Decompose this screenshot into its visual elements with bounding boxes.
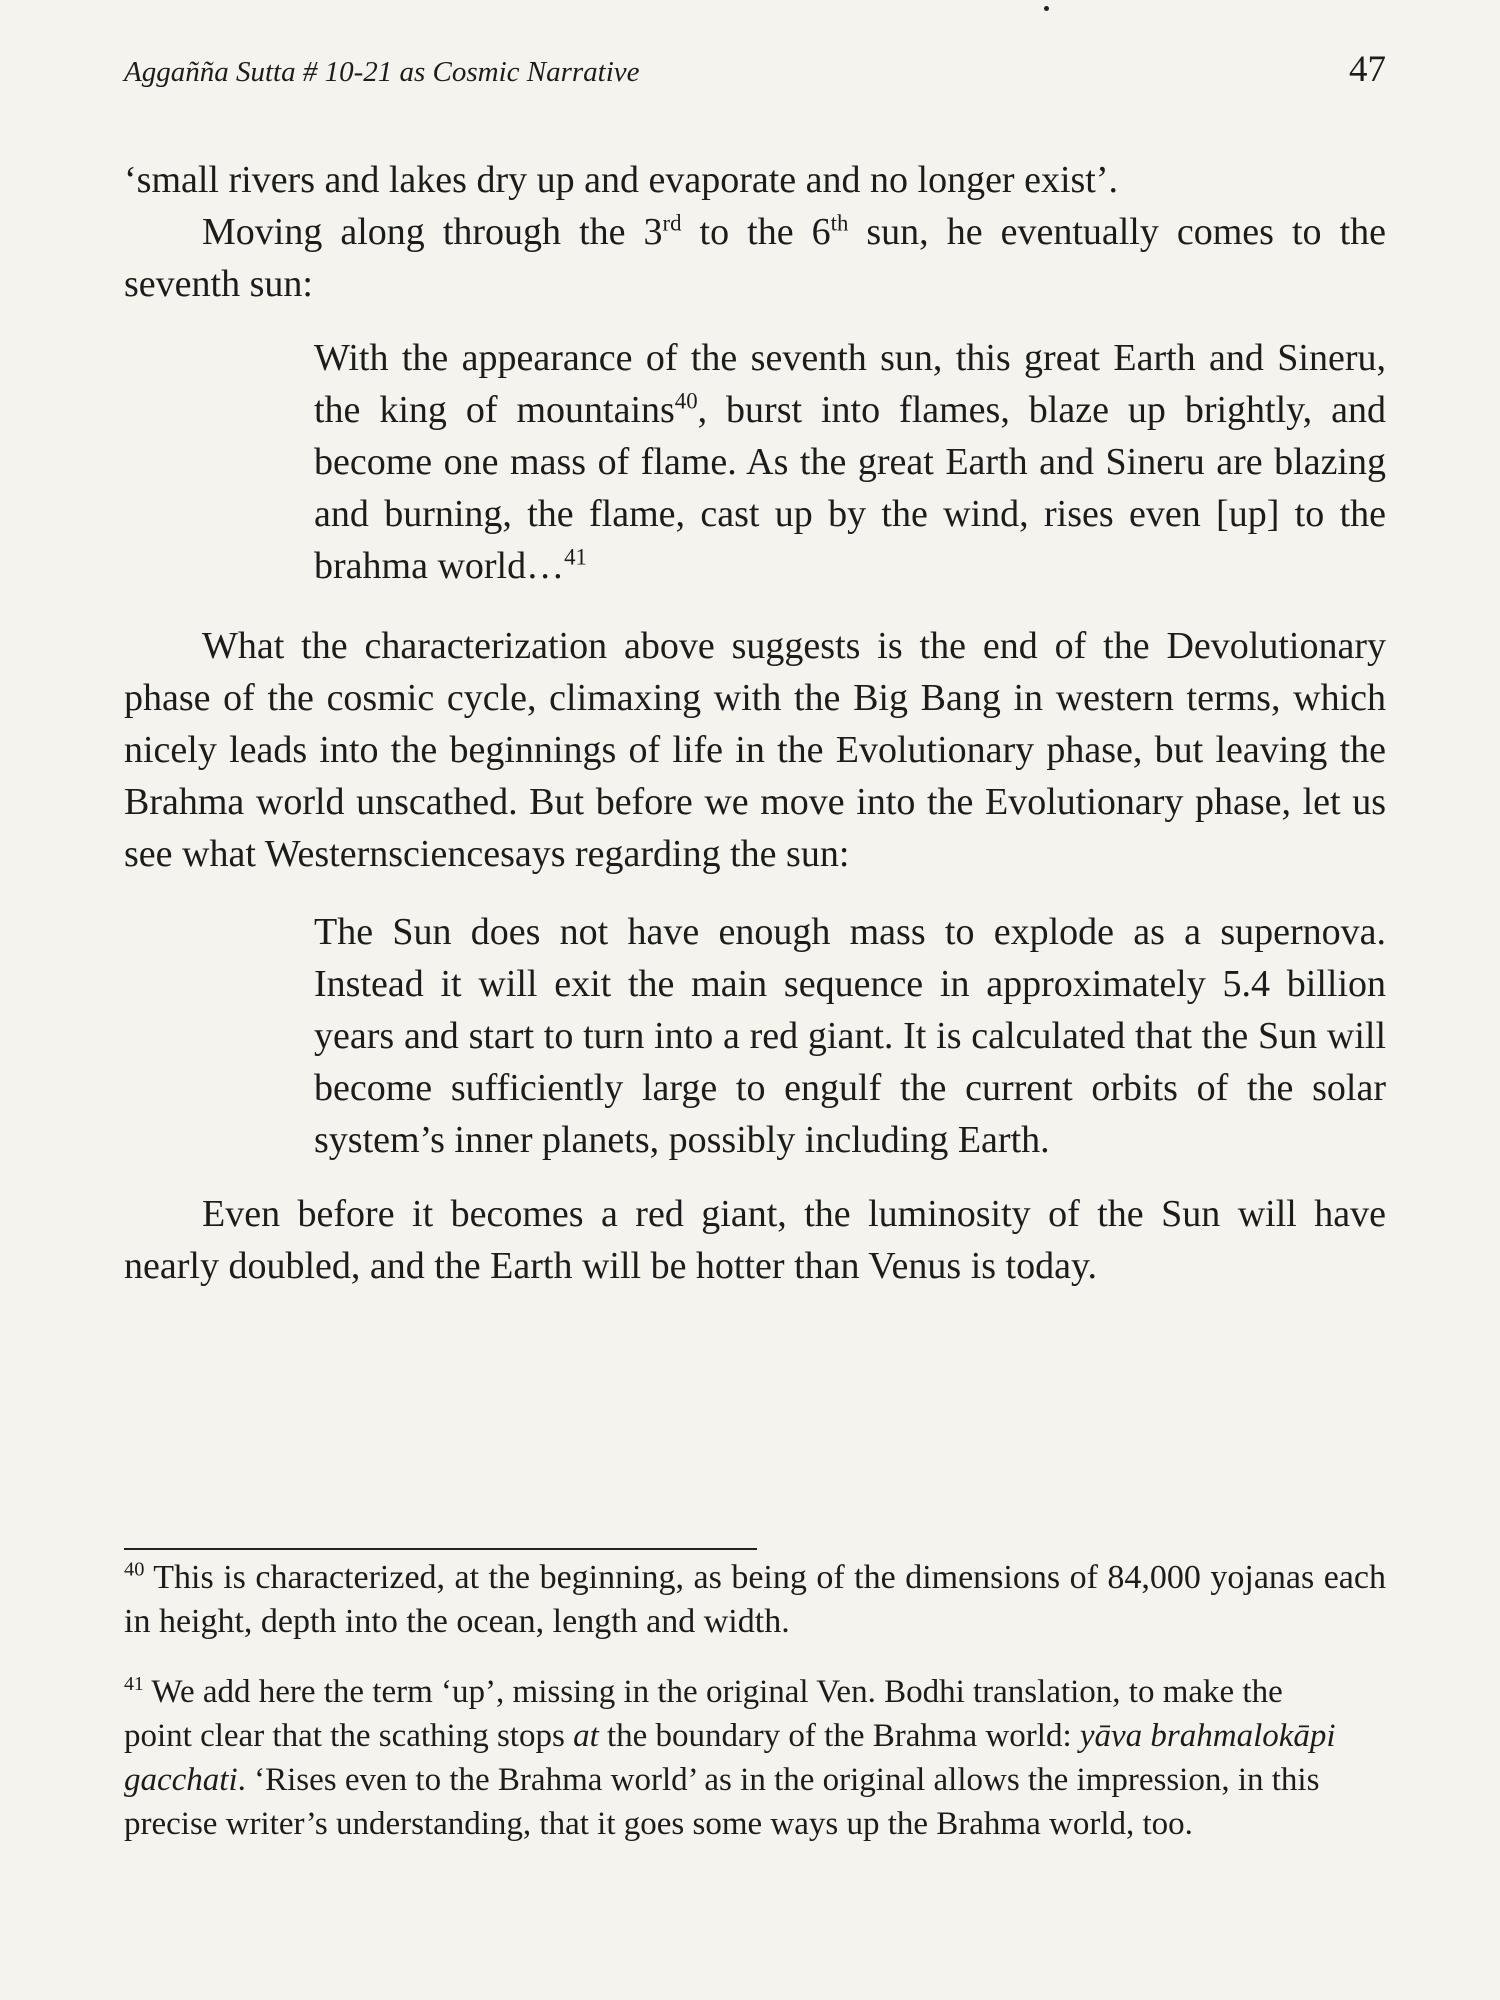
pali-quote: yāva brahmalokāpi gacchati [124,1718,1336,1798]
footnote-41: $^{41}$ We add here the term ‘up’, missing in the original Ven. Bodhi translation, to make the point clear that the scathing stops at the boundary of the Brahma world: yāva brahmalokāpi gacchati. ‘Rises even to the Brahma world’ as in the original allows the impression, in this precise writer’s understanding, that it goes some ways up the Brahma world, too. [124,1673,1336,1842]
block-quote-sun-science: The Sun does not have enough mass to explode as a supernova. Instead it will exit the main sequence in approximately 5.4 billion years and start to turn into a red giant. It is calculated that the Sun will become sufficiently large to engulf the current orbits of the solar system’s inner planets, possibly including Earth. [314,911,1386,1161]
footnote-40: $^{40}$ This is characterized, at the beginning, as being of the dimensions of 84,000 yojanas each in height, depth into the ocean, length and width. [124,1558,1386,1640]
ink-dot [1044,6,1049,11]
main-text [124,154,1386,1292]
block-quote-seventh-sun: With the appearance of the seventh sun, this great Earth and Sineru, the king of mountains$^{40}$, burst into flames, blaze up brightly, and become one mass of flame. As the great Earth and Sineru are blazing and burning, the flame, cast up by the wind, rises even [up] to the brahma world…$^{41}$ [314,337,1386,587]
paragraph-devolutionary: What the characterization above suggests is the end of the Devolutionary phase of the cosmic cycle, climaxing with the Big Bang in western terms, which nicely leads into the beginnings of life in the Evolutionary phase, but leaving the Brahma world unscathed. But before we move into the Evolutionary phase, let us see what Westernsciencesays regarding the sun: [124,625,1386,875]
page-number: 47 [1349,49,1386,90]
footnotes [124,1548,1386,1846]
paragraph-red-giant: Even before it becomes a red giant, the luminosity of the Sun will have nearly doubled, and the Earth will be hotter than Venus is today. [124,1193,1386,1287]
footnote-ref-40: 40 [674,388,698,414]
paragraph-seventh-sun: Moving along through the 3rd to the 6th sun, he eventually comes to the seventh sun: [124,210,1387,305]
running-title: Aggañña Sutta # 10-21 as Cosmic Narrative [124,56,640,88]
running-header [124,48,1386,91]
footnote-rule [124,1548,757,1550]
paragraph-continuation: ‘small rivers and lakes dry up and evaporate and no longer exist’. [124,159,1119,201]
footnote-ref-41: 41 [564,544,587,570]
